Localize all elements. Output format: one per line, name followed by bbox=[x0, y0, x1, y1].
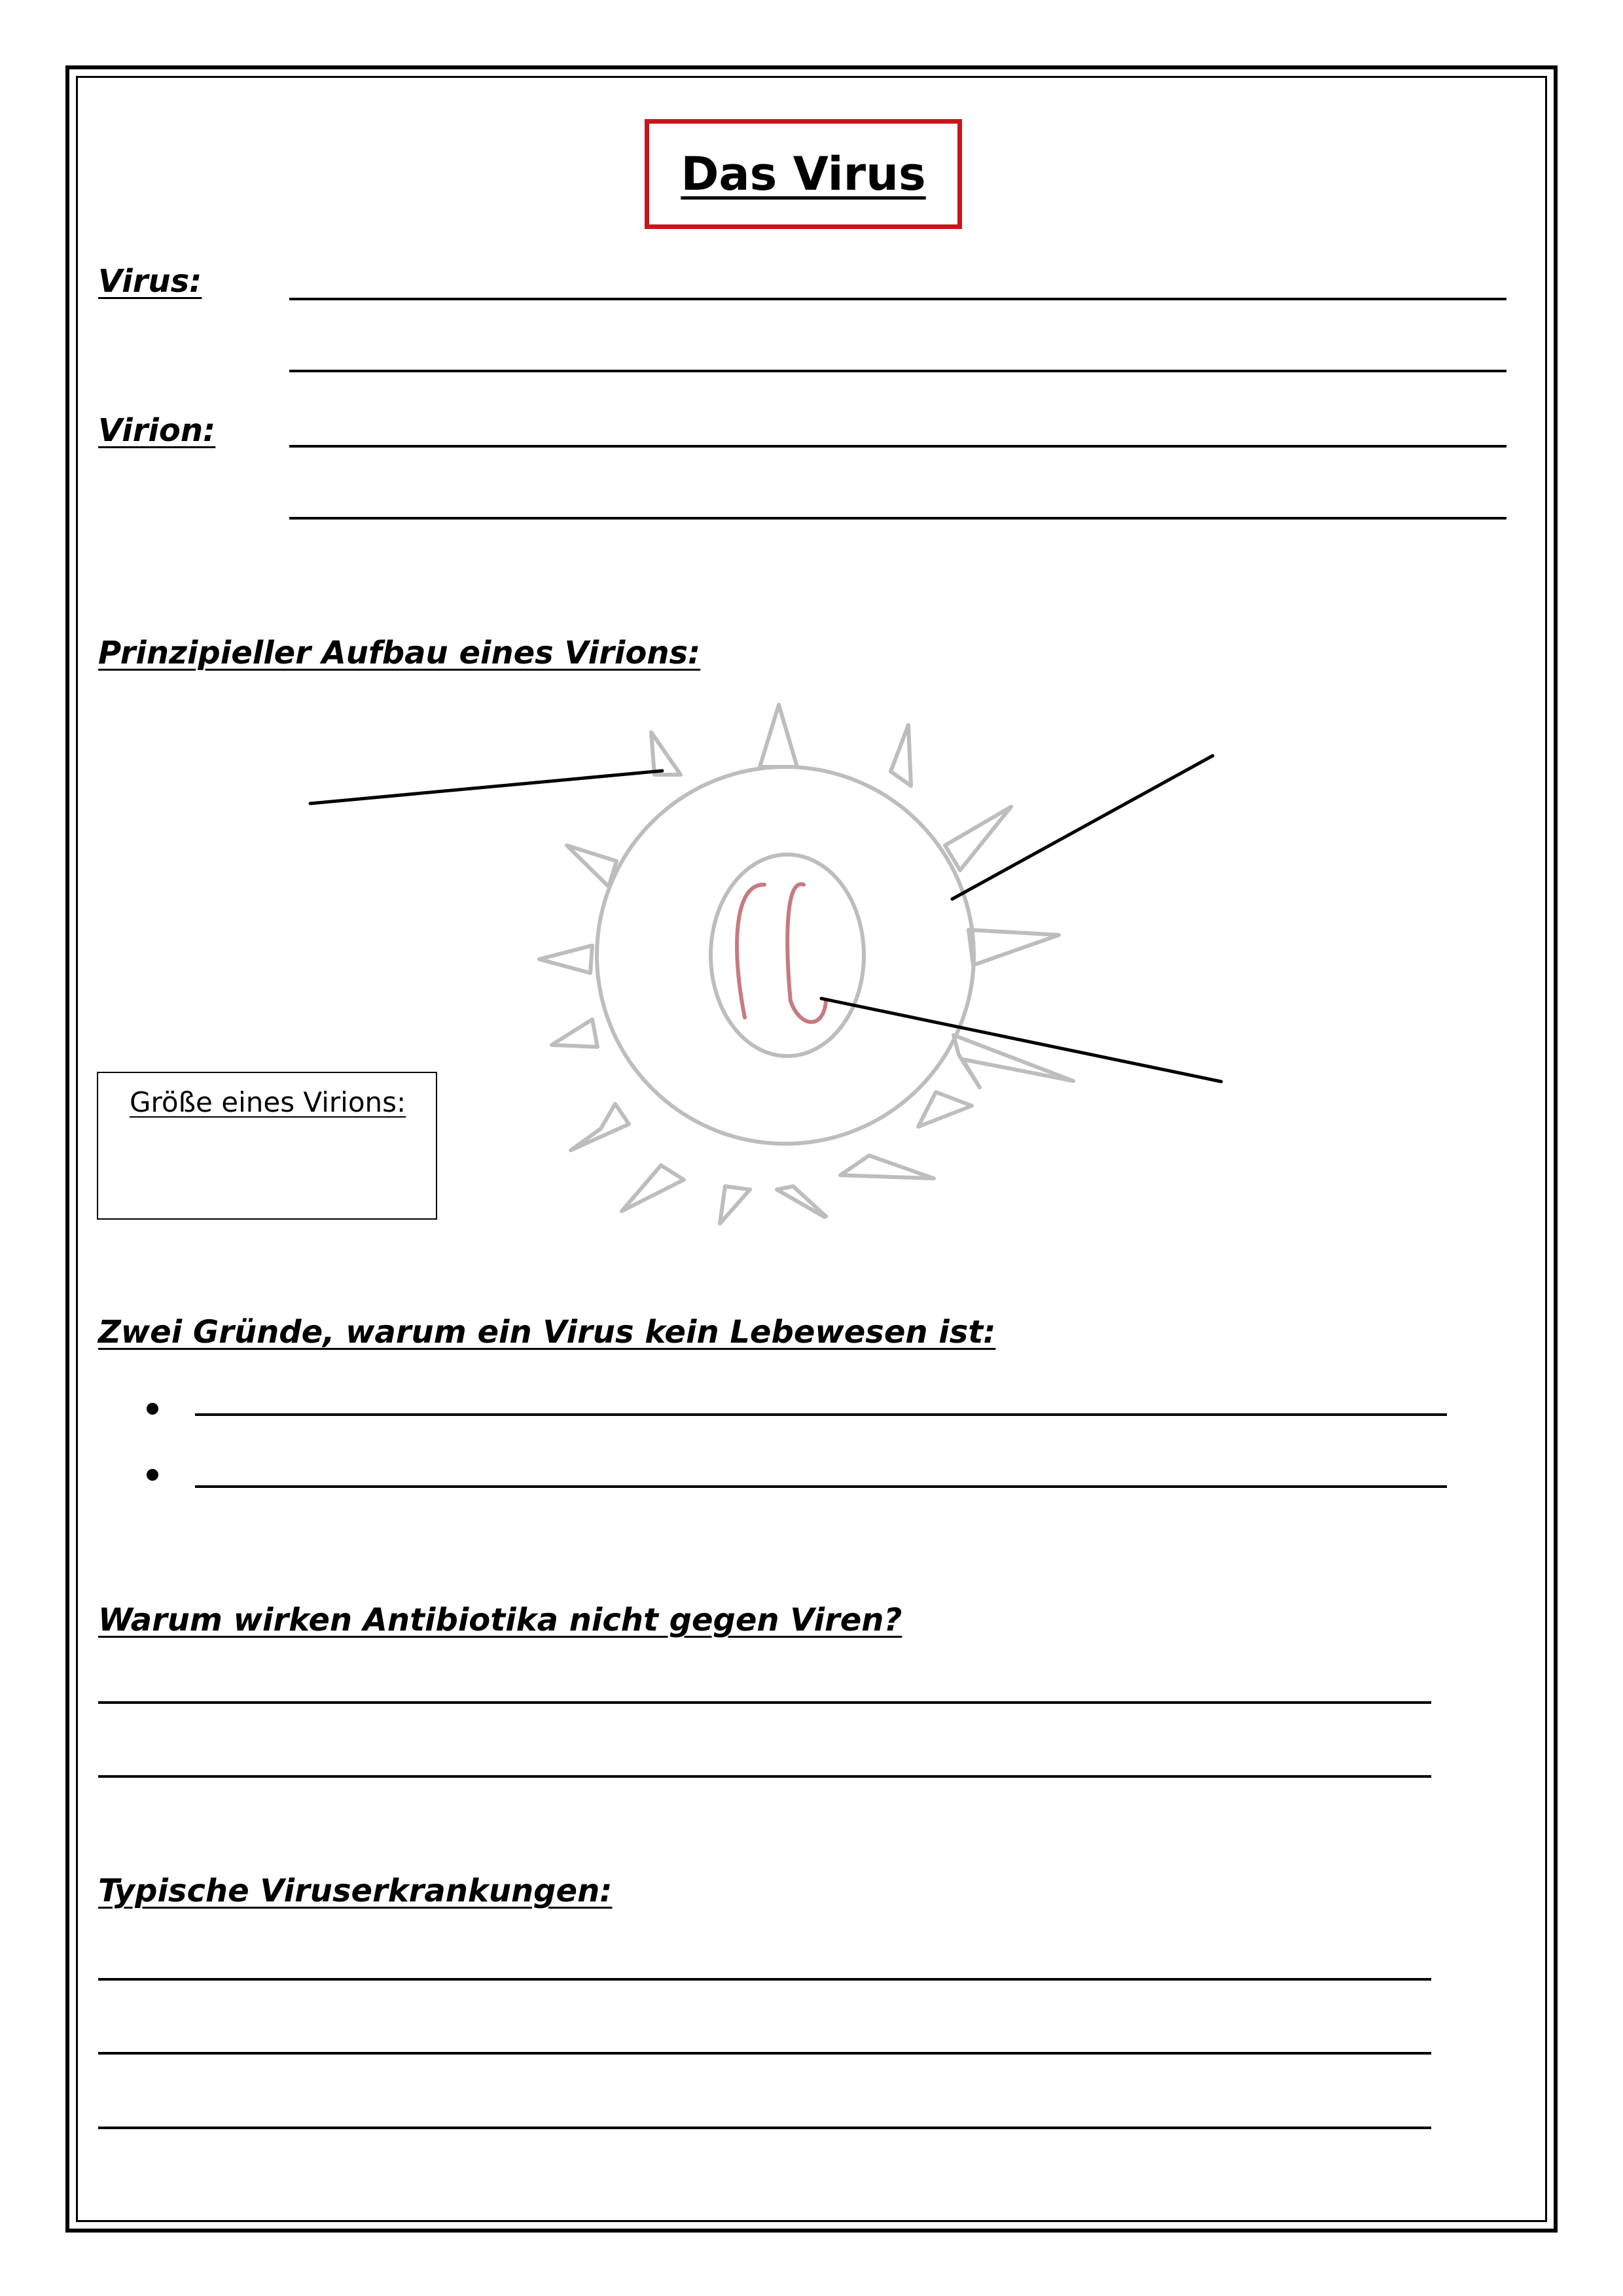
answer-line-antibiotika-2[interactable] bbox=[98, 1775, 1431, 1778]
answer-line-antibiotika-1[interactable] bbox=[98, 1701, 1431, 1704]
size-box[interactable] bbox=[97, 1072, 437, 1220]
bullet-1 bbox=[147, 1403, 158, 1415]
virion-genome bbox=[737, 884, 826, 1022]
heading-gruende: Zwei Gründe, warum ein Virus kein Lebewesen ist: bbox=[98, 1314, 996, 1351]
heading-antibiotika: Warum wirken Antibiotika nicht gegen Viren? bbox=[98, 1602, 902, 1638]
answer-line-erkrankung-2[interactable] bbox=[98, 2052, 1431, 2055]
virion-capsid bbox=[597, 767, 974, 1144]
label-groesse: Größe eines Virions: bbox=[130, 1086, 406, 1118]
answer-line-grund-1[interactable] bbox=[195, 1413, 1447, 1416]
bullet-2 bbox=[147, 1469, 158, 1481]
label-virion: Virion: bbox=[98, 412, 216, 449]
label-virus: Virus: bbox=[98, 263, 202, 300]
answer-line-erkrankung-1[interactable] bbox=[98, 1978, 1431, 1981]
heading-aufbau: Prinzipieller Aufbau eines Virions: bbox=[98, 635, 701, 671]
label-pointer-lines bbox=[310, 756, 1221, 1082]
virion-spikes bbox=[539, 705, 1073, 1224]
answer-line-grund-2[interactable] bbox=[195, 1485, 1447, 1488]
page-title: Das Virus bbox=[681, 147, 926, 201]
heading-erkrankungen: Typische Viruserkrankungen: bbox=[98, 1873, 613, 1909]
answer-line-erkrankung-3[interactable] bbox=[98, 2127, 1431, 2129]
